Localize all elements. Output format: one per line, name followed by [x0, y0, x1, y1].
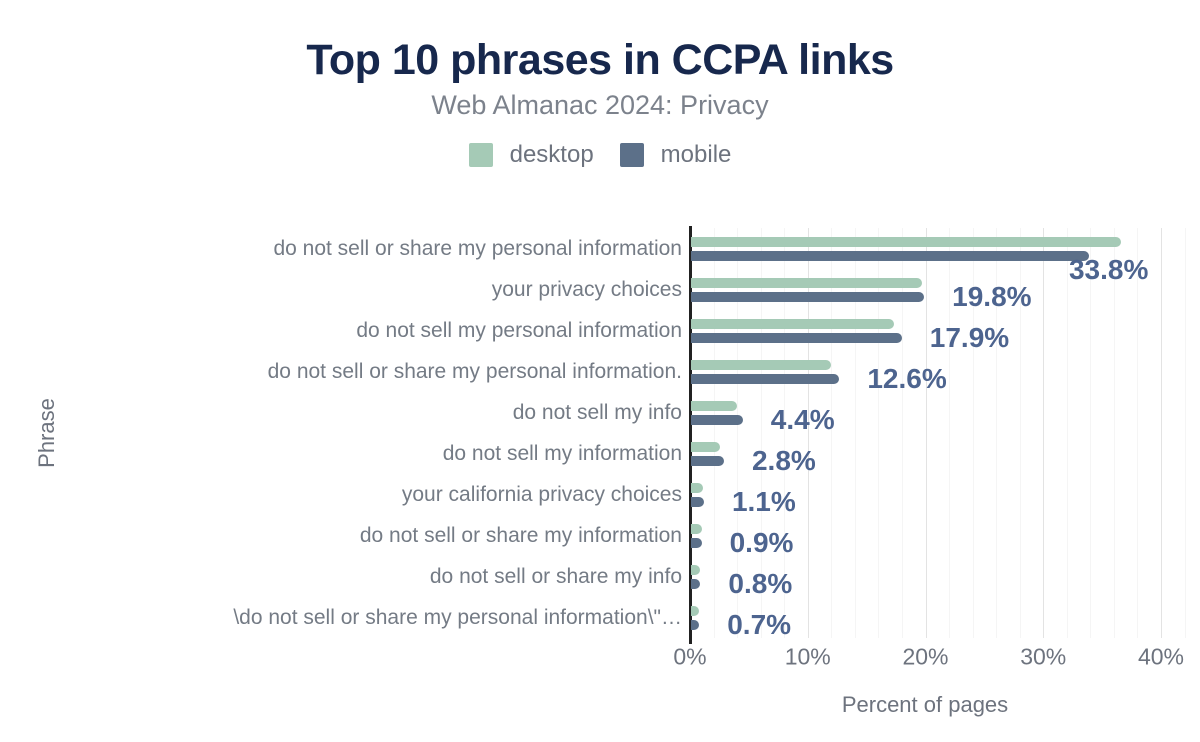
legend-label: desktop	[509, 141, 594, 168]
desktop-bar	[691, 524, 702, 534]
desktop-bar	[691, 442, 720, 452]
gridline-16pct	[878, 228, 879, 638]
desktop-bar	[691, 360, 831, 370]
category-label: do not sell my info	[512, 400, 682, 424]
gridline-14pct	[855, 228, 856, 638]
gridline-40pct	[1161, 228, 1162, 638]
desktop-bar	[691, 401, 737, 411]
data-label: 33.8%	[1068, 253, 1149, 285]
data-label: 0.9%	[729, 526, 794, 558]
desktop-bar	[691, 278, 922, 288]
mobile-bar	[691, 292, 924, 302]
gridline-36pct	[1114, 228, 1115, 638]
x-tick-label-10%: 10%	[784, 643, 831, 670]
x-tick-label-0%: 0%	[673, 643, 707, 670]
x-tick-label-20%: 20%	[902, 643, 949, 670]
category-label: do not sell or share my personal information	[273, 236, 682, 260]
x-tick-label-30%: 30%	[1020, 643, 1067, 670]
desktop-bar	[691, 319, 894, 329]
category-label: do not sell or share my information	[359, 523, 682, 547]
mobile-bar	[691, 538, 702, 548]
mobile-bar	[691, 620, 699, 630]
data-label: 0.7%	[727, 608, 792, 640]
gridline-2pct	[714, 228, 715, 638]
mobile-bar	[691, 456, 724, 466]
mobile-bar	[691, 374, 839, 384]
data-label: 1.1%	[731, 485, 796, 517]
mobile-bar	[691, 579, 700, 589]
data-label: 17.9%	[929, 321, 1010, 353]
gridline-20pct	[926, 228, 927, 638]
mobile-bar	[691, 415, 743, 425]
data-label: 19.8%	[952, 280, 1032, 312]
gridline-18pct	[902, 228, 903, 638]
category-label: do not sell or share my info	[429, 564, 682, 588]
data-label: 2.8%	[751, 444, 816, 476]
x-axis-title: Percent of pages	[841, 692, 1009, 717]
gridline-32pct	[1067, 228, 1068, 638]
y-axis-title: Phrase	[34, 398, 59, 468]
category-label: your california privacy choices	[401, 482, 682, 506]
data-label: 4.4%	[770, 403, 835, 435]
mobile-bar	[691, 251, 1089, 261]
category-label: your privacy choices	[491, 277, 682, 301]
mobile-bar	[691, 497, 704, 507]
x-tick-label-40%: 40%	[1137, 643, 1185, 670]
category-label: \do not sell or share my personal information\"…	[233, 605, 682, 629]
chart-title: Top 10 phrases in CCPA links	[306, 36, 894, 84]
desktop-bar	[691, 565, 700, 575]
category-label: do not sell or share my personal information.	[267, 359, 682, 383]
desktop-bar	[691, 237, 1121, 247]
gridline-38pct	[1137, 228, 1138, 638]
gridline-30pct	[1043, 228, 1044, 638]
data-label: 12.6%	[867, 362, 947, 394]
chart-subtitle: Web Almanac 2024: Privacy	[431, 90, 769, 120]
data-label: 0.8%	[728, 567, 793, 599]
gridline-42pct	[1185, 228, 1186, 638]
desktop-bar	[691, 483, 703, 493]
category-label: do not sell my personal information	[356, 318, 682, 342]
mobile-bar	[691, 333, 902, 343]
gridline-22pct	[949, 228, 950, 638]
gridline-34pct	[1090, 228, 1091, 638]
category-label: do not sell my information	[442, 441, 682, 465]
legend-label: mobile	[660, 141, 732, 168]
desktop-bar	[691, 606, 699, 616]
